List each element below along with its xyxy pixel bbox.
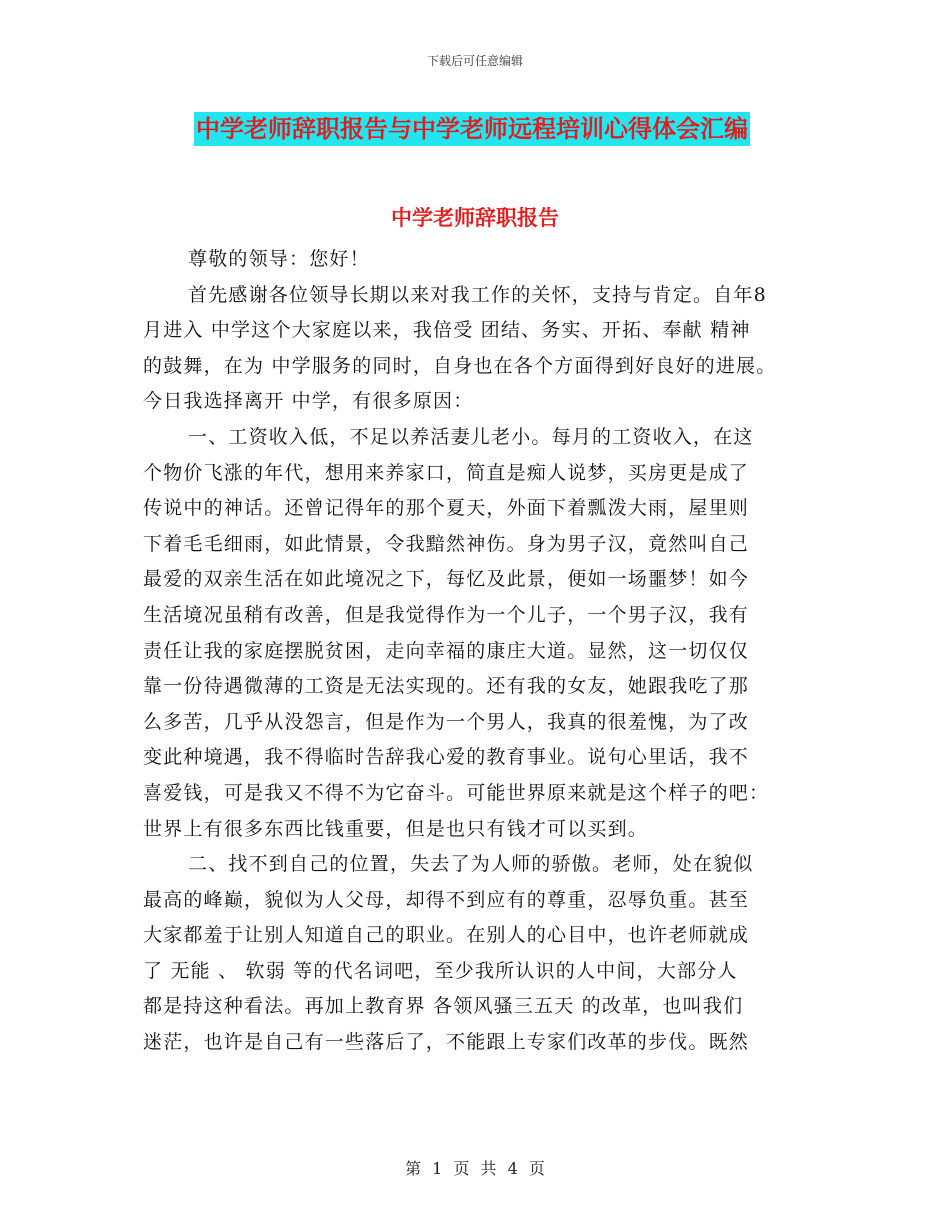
section-title: 中学老师辞职报告 xyxy=(391,206,559,230)
paragraph-line: 变此种境遇，我不得临时告辞我心爱的教育事业。说句心里话，我不 xyxy=(143,746,750,769)
paragraph-line: 都是持这种看法。再加上教育界 各领风骚三五天 的改革，也叫我们 xyxy=(143,995,744,1018)
paragraph-line: 二、找不到自己的位置，失去了为人师的骄傲。老师，处在貌似 xyxy=(188,853,754,876)
paragraph-line: 的鼓舞，在为 中学服务的同时，自身也在各个方面得到好良好的进展。 xyxy=(143,354,777,377)
paragraph-line: 个物价飞涨的年代，想用来养家口，简直是痴人说梦，买房更是成了 xyxy=(143,461,750,484)
document-body xyxy=(143,220,808,1061)
paragraph-line: 责任让我的家庭摆脱贫困，走向幸福的康庄大道。显然，这一切仅仅 xyxy=(143,639,750,662)
paragraph-line: 了 无能 、 软弱 等的代名词吧，至少我所认识的人中间，大部分人 xyxy=(143,959,738,982)
paragraph-line: 最高的峰巅，貌似为人父母，却得不到应有的尊重，忍辱负重。甚至 xyxy=(143,888,750,911)
paragraph-line: 迷茫，也许是自己有一些落后了，不能跟上专家们改革的步伐。既然 xyxy=(143,1031,750,1054)
paragraph-line: 最爱的双亲生活在如此境况之下，每忆及此景，便如一场噩梦！如今 xyxy=(143,568,750,591)
paragraph-line: 生活境况虽稍有改善，但是我觉得作为一个儿子，一个男子汉，我有 xyxy=(143,603,750,626)
paragraph-line: 传说中的神话。还曾记得年的那个夏天，外面下着瓢泼大雨，屋里则 xyxy=(143,497,750,520)
salutation-line: 尊敬的领导：您好！ xyxy=(188,248,370,270)
paragraph-line: 首先感谢各位领导长期以来对我工作的关怀，支持与肯定。自年8 xyxy=(188,283,767,306)
document-title: 中学老师辞职报告与中学老师远程培训心得体会汇编 xyxy=(194,112,750,146)
paragraph-line: 今日我选择离开 中学，有很多原因： xyxy=(143,390,474,413)
page-header-note: 下载后可任意编辑 xyxy=(426,54,523,68)
paragraph-line: 一、工资收入低，不足以养活妻儿老小。每月的工资收入，在这 xyxy=(188,425,754,448)
paragraph-line: 月进入 中学这个大家庭以来，我倍受 团结、务实、开拓、奉献 精神 xyxy=(143,319,751,342)
paragraph-line: 靠一份待遇微薄的工资是无法实现的。还有我的女友，她跟我吃了那 xyxy=(143,675,750,698)
paragraph-line: 世界上有很多东西比钱重要，但是也只有钱才可以买到。 xyxy=(143,817,649,840)
paragraph-line: 喜爱钱，可是我又不得不为它奋斗。可能世界原来就是这个样子的吧： xyxy=(143,781,770,804)
paragraph-line: 大家都羞于让别人知道自己的职业。在别人的心目中，也许老师就成 xyxy=(143,924,750,947)
paragraph-line: 么多苦，几乎从没怨言，但是作为一个男人，我真的很羞愧，为了改 xyxy=(143,710,750,733)
page-number-footer: 第 1 页 共 4 页 xyxy=(405,1159,545,1178)
paragraph-line: 下着毛毛细雨，如此情景，令我黯然神伤。身为男子汉，竟然叫自己 xyxy=(143,532,750,555)
